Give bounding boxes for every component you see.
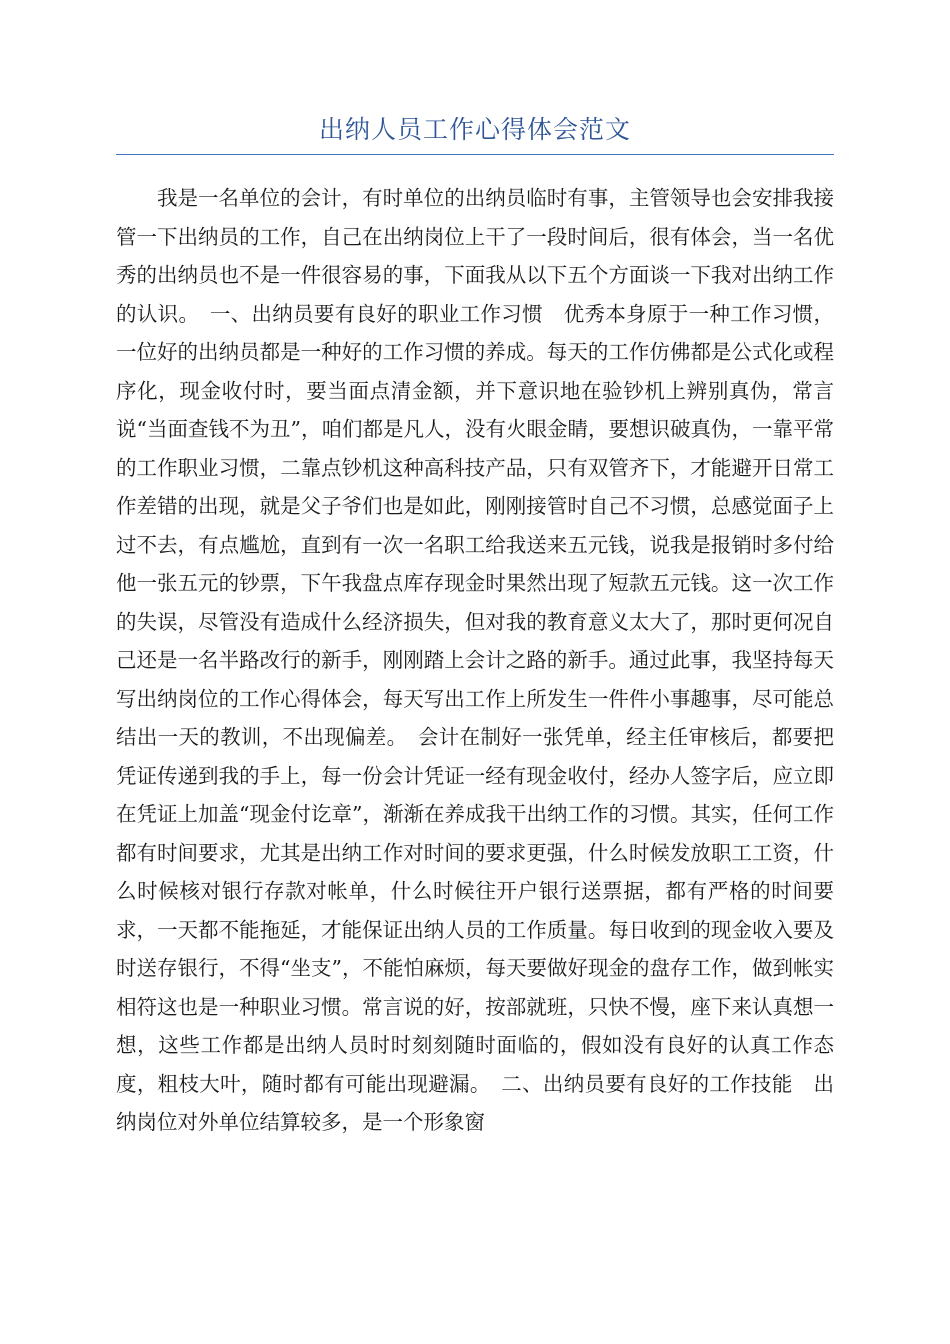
document-body-paragraph: 我是一名单位的会计，有时单位的出纳员临时有事，主管领导也会安排我接管一下出纳员的工作，自己在出纳岗位上干了一段时间后，很有体会，当一名优秀的出纳员也不是一件很容易的事，下面我从以下五个方面谈一下我对出纳工作的认识。 一、出纳员要有良好的职业工作习惯 优秀本身原于一种工作习惯，一位好的出纳员都是一种好的工作习惯的养成。每天的工作仿佛都是公式化或程序化，现金收付时，要当面点清金额，并下意识地在验钞机上辨别真伪，常言说“当面查钱不为丑”，咱们都是凡人，没有火眼金睛，要想识破真伪，一靠平常的工作职业习惯，二靠点钞机这种高科技产品，只有双管齐下，才能避开日常工作差错的出现，就是父子爷们也是如此，刚刚接管时自己不习惯，总感觉面子上过不去，有点尴尬，直到有一次一名职工给我送来五元钱，说我是报销时多付给他一张五元的钞票，下午我盘点库存现金时果然出现了短款五元钱。这一次工作的失误，尽管没有造成什么经济损失，但对我的教育意义太大了，那时更何况自己还是一名半路改行的新手，刚刚踏上会计之路的新手。通过此事，我坚持每天写出纳岗位的工作心得体会，每天写出工作上所发生一件件小事趣事，尽可能总结出一天的教训，不出现偏差。 会计在制好一张凭单，经主任审核后，都要把凭证传递到我的手上，每一份会计凭证一经有现金收付，经办人签字后，应立即在凭证上加盖“现金付讫章”，渐渐在养成我干出纳工作的习惯。其实，任何工作都有时间要求，尤其是出纳工作对时间的要求更强，什么时候发放职工工资，什么时候核对银行存款对帐单，什么时候往开户银行送票据，都有严格的时间要求，一天都不能拖延，才能保证出纳人员的工作质量。每日收到的现金收入要及时送存银行，不得“坐支”，不能怕麻烦，每天要做好现金的盘存工作，做到帐实相符这也是一种职业习惯。常言说的好，按部就班，只快不慢，座下来认真想一想，这些工作都是出纳人员时时刻刻随时面临的，假如没有良好的认真工作态度，粗枝大叶，随时都有可能出现避漏。 二、出纳员要有良好的工作技能 出纳岗位对外单位结算较多，是一个形象窗 [116,186,834,1134]
title-underline-divider [116,154,834,155]
document-title: 出纳人员工作心得体会范文 [318,115,631,144]
